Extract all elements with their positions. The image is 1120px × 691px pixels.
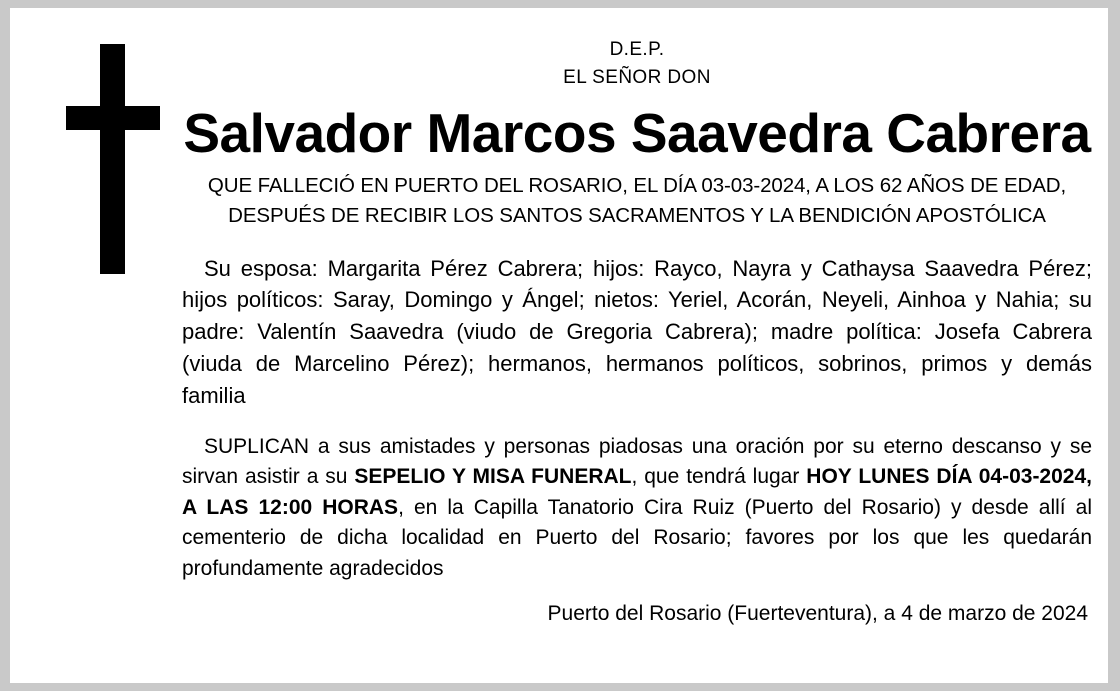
request-paragraph [182,432,1092,584]
notice-content [182,36,1092,626]
request-text-3: , en la Capilla Tanatorio Cira Ruiz (Puerto del Rosario) y desde allí al cementerio de dicha localidad en Puerto del Rosario; favores por los que les quedarán profundamente agradecidos [182,495,1093,580]
place-and-date: Puerto del Rosario (Fuerteventura), a 4 de marzo de 2024 [547,602,1088,626]
deceased-name: Salvador Marcos Saavedra Cabrera [183,102,1091,165]
honorific-label: EL SEÑOR DON [563,66,711,88]
latin-cross-icon [38,44,168,274]
cross-horizontal-bar [66,106,160,130]
request-emphasis-1: SEPELIO Y MISA FUNERAL [354,465,632,489]
request-text-1: SUPLICAN a sus amistades y personas piadosas una oración por su eterno descanso y se sirvan asistir a su [182,434,1092,489]
obituary-notice [10,8,1108,683]
cross-vertical-bar [100,44,125,274]
dep-label: D.E.P. [609,39,665,60]
request-text-2: , que tendrá lugar [631,465,807,489]
request-emphasis-2: HOY LUNES DÍA 04-03-2024, A LAS 12:00 HORAS [182,465,1092,519]
death-line-1: QUE FALLECIÓ EN PUERTO DEL ROSARIO, EL DÍA 03-03-2024, A LOS 62 AÑOS DE EDAD, [207,174,1067,198]
family-paragraph: Su esposa: Margarita Pérez Cabrera; hijos: Rayco, Nayra y Cathaysa Saavedra Pérez; hijos políticos: Saray, Domingo y Ángel; nietos: Yeriel, Acorán, Neyeli, Ainhoa y Nahia; su padre: Valentín Saavedra (viudo de Gregoria Cabrera); madre política: Josefa Cabrera (viuda de Marcelino Pérez); hermanos, hermanos políticos, sobrinos, primos y demás familia [182,255,1092,409]
death-line-2: DESPUÉS DE RECIBIR LOS SANTOS SACRAMENTOS Y LA BENDICIÓN APOSTÓLICA [228,203,1046,227]
